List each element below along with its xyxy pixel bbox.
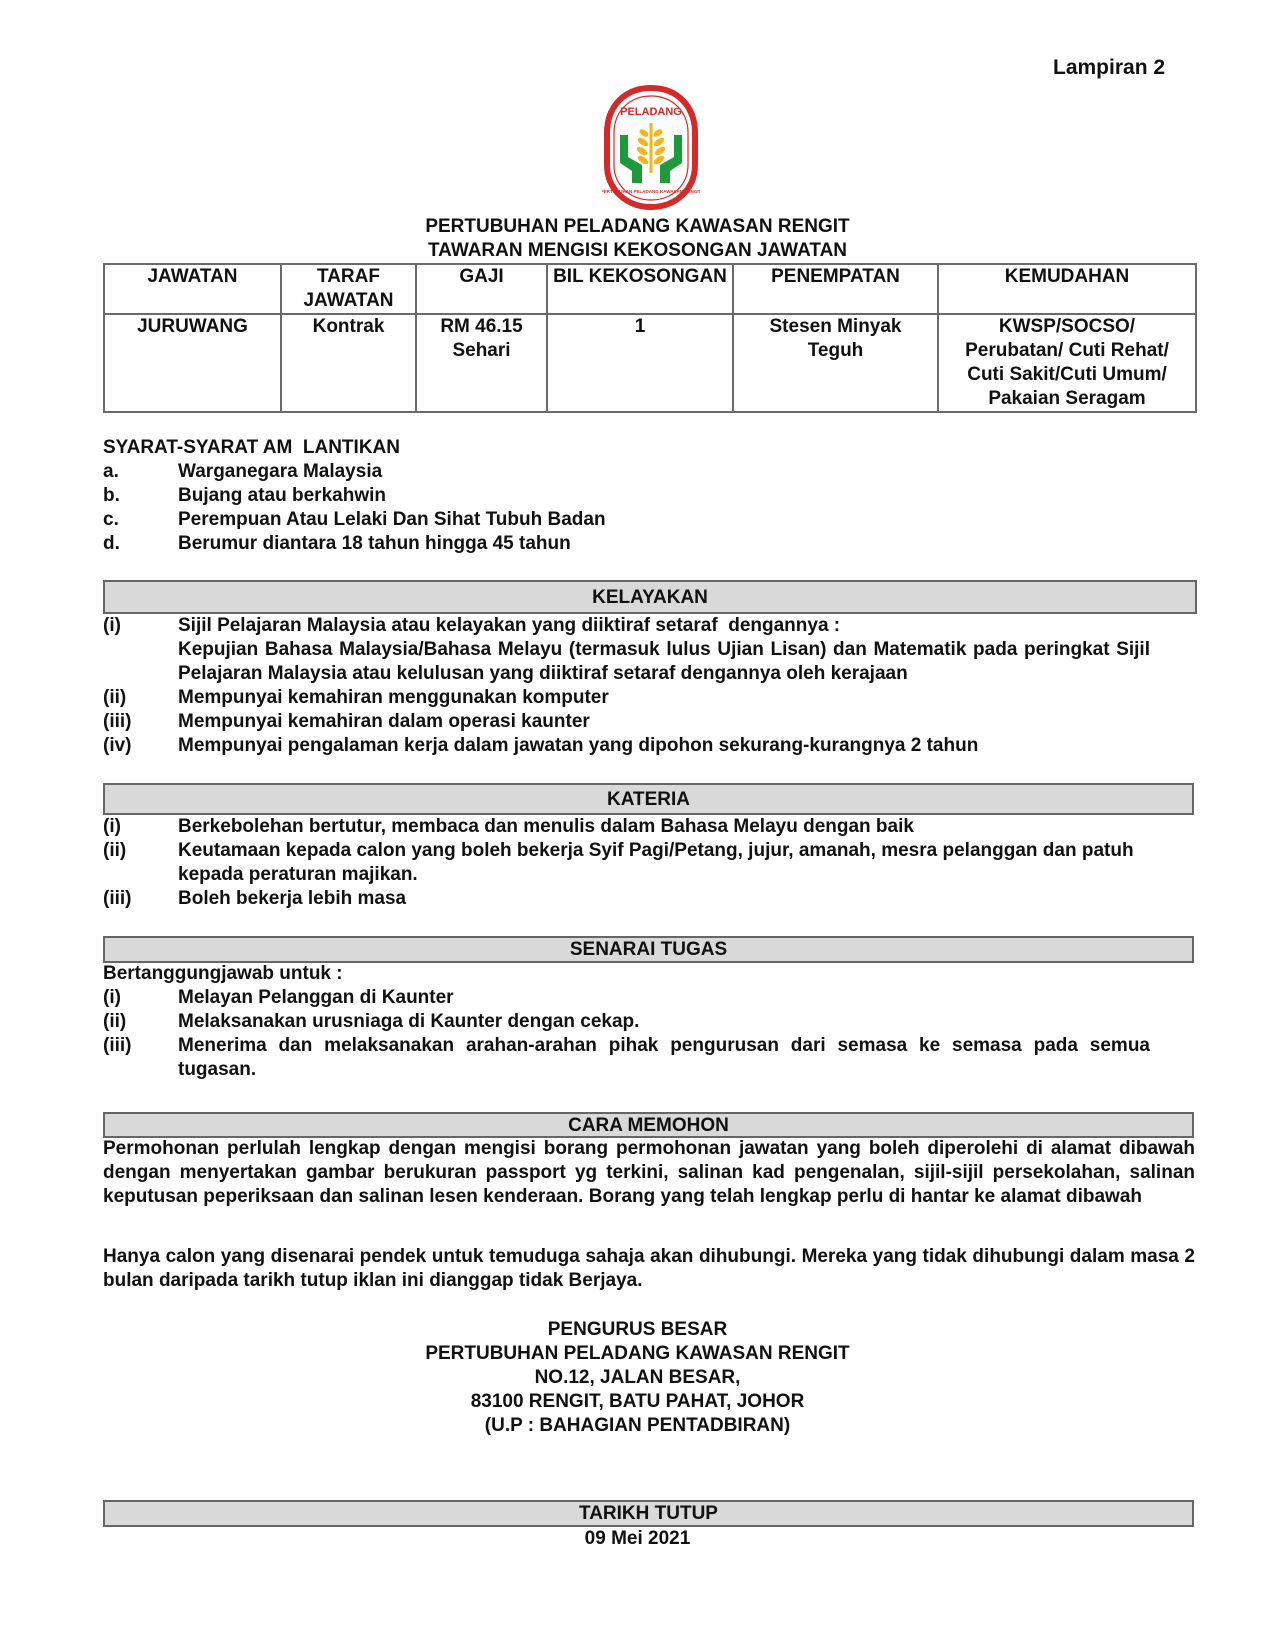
list-item-number: a. (103, 461, 119, 482)
list-item (103, 710, 1198, 734)
organization-name: PERTUBUHAN PELADANG KAWASAN RENGIT (425, 216, 850, 237)
cara-memohon-section-header: CARA MEMOHON (103, 1112, 1194, 1138)
list-item (103, 734, 1198, 758)
column-header-penempatan: PENEMPATAN (733, 264, 938, 314)
list-item-text: Mempunyai pengalaman kerja dalam jawatan yang dipohon sekurang-kurangnya 2 tahun (178, 735, 979, 756)
cara-memohon-body (103, 1137, 1195, 1209)
list-item (103, 1010, 1198, 1034)
list-item-text: Sijil Pelajaran Malaysia atau kelayakan yang diiktiraf setaraf dengannya : (178, 615, 841, 636)
address-line: PENGURUS BESAR (547, 1319, 728, 1340)
tarikh-tutup-section-header: TARIKH TUTUP (103, 1500, 1194, 1527)
kateria-section-header: KATERIA (103, 783, 1194, 815)
list-item (103, 1034, 1198, 1082)
list-item-text: Bujang atau berkahwin (178, 485, 386, 506)
senarai-tugas-list (103, 962, 1198, 1082)
list-item-number: d. (103, 533, 120, 554)
closing-date: 09 Mei 2021 (584, 1528, 691, 1549)
list-item-number: (iii) (103, 888, 132, 909)
list-item-number: (ii) (103, 687, 127, 708)
mailing-address (0, 1318, 1275, 1438)
application-instructions: Permohonan perlulah lengkap dengan mengisi borang permohonan jawatan yang boleh diperolehi di alamat dibawah dengan menyertakan gambar berukuran passport yg terkini, salinan kad pengenalan, sijil-sijil persekolahan, salinan keputusan peperiksaan dan salinan lesen kenderaan. Borang yang telah lengkap perlu di hantar ke alamat dibawah (103, 1138, 1195, 1207)
address-line: NO.12, JALAN BESAR, (534, 1367, 741, 1388)
document-title: TAWARAN MENGISI KEKOSONGAN JAWATAN (427, 240, 848, 261)
column-header-jawatan: JAWATAN (104, 264, 281, 314)
column-header-gaji: GAJI (416, 264, 547, 314)
document-header (0, 215, 1275, 263)
column-header-taraf-jawatan-text: TARAF JAWATAN (303, 266, 394, 311)
list-item (103, 532, 1198, 556)
cell-penempatan-text: Stesen Minyak Teguh (769, 316, 902, 361)
list-item-number: (iii) (103, 1035, 132, 1056)
table-row (104, 314, 1196, 412)
list-item-number: c. (103, 509, 119, 530)
cell-gaji (416, 314, 547, 412)
column-header-taraf-jawatan (281, 264, 416, 314)
list-item-number: (ii) (103, 1011, 127, 1032)
list-item-text: Keutamaan kepada calon yang boleh bekerja Syif Pagi/Petang, jujur, amanah, mesra pelanggan dan patuh kepada peraturan majikan. (178, 840, 1134, 885)
list-item (103, 508, 1198, 532)
list-item-text: Berumur diantara 18 tahun hingga 45 tahun (178, 533, 571, 554)
list-item-text: Melayan Pelanggan di Kaunter (178, 987, 454, 1008)
list-item-number: (i) (103, 816, 121, 837)
list-item-number: b. (103, 485, 120, 506)
list-item (103, 460, 1198, 484)
list-item-number (103, 638, 178, 686)
list-item (103, 484, 1198, 508)
list-item-text: Warganegara Malaysia (178, 461, 383, 482)
list-item-text: Mempunyai kemahiran dalam operasi kaunter (178, 711, 590, 732)
column-header-bil-kekosongan-text: BIL KEKOSONGAN (553, 266, 727, 287)
list-item-number: (i) (103, 987, 121, 1008)
cell-taraf: Kontrak (281, 314, 416, 412)
list-item-number: (iv) (103, 735, 132, 756)
kelayakan-list (103, 614, 1198, 758)
list-item (103, 887, 1198, 911)
list-item-text: Kepujian Bahasa Malaysia/Bahasa Melayu (termasuk lulus Ujian Lisan) dan Matematik pada peringkat Sijil Pelajaran Malaysia atau kelulusan yang diiktiraf setaraf dengannya oleh kerajaan (178, 639, 1150, 684)
list-item-text: Menerima dan melaksanakan arahan-arahan pihak pengurusan dari semasa ke semasa pada semua tugasan. (178, 1035, 1150, 1080)
list-item-text: Berkebolehan bertutur, membaca dan menulis dalam Bahasa Melayu dengan baik (178, 816, 914, 837)
senarai-tugas-section-header: SENARAI TUGAS (103, 936, 1194, 963)
address-line: 83100 RENGIT, BATU PAHAT, JOHOR (470, 1391, 805, 1412)
annex-label: Lampiran 2 (1053, 56, 1166, 79)
address-line: (U.P : BAHAGIAN PENTADBIRAN) (484, 1415, 791, 1436)
list-item-number: (ii) (103, 840, 127, 861)
general-requirements-section (103, 436, 1198, 556)
kateria-list (103, 815, 1198, 911)
list-item-text: Melaksanakan urusniaga di Kaunter dengan cekap. (178, 1011, 640, 1032)
list-item-text: Boleh bekerja lebih masa (178, 888, 407, 909)
list-item (103, 614, 1198, 638)
logo-top-text: PELADANG (620, 106, 682, 118)
cell-gaji-text: RM 46.15 Sehari (440, 316, 523, 361)
cell-kemudahan-text: KWSP/SOCSO/ Perubatan/ Cuti Rehat/ Cuti Sakit/Cuti Umum/ Pakaian Seragam (965, 316, 1169, 409)
cell-penempatan (733, 314, 938, 412)
list-item (103, 686, 1198, 710)
peladang-logo-icon (602, 85, 700, 211)
shortlist-note-block (103, 1245, 1195, 1293)
senarai-tugas-intro: Bertanggungjawab untuk : (103, 963, 343, 984)
general-requirements-title: SYARAT-SYARAT AM LANTIKAN (103, 437, 400, 458)
list-item-number: (iii) (103, 711, 132, 732)
list-item (103, 638, 1198, 686)
list-item-text: Mempunyai kemahiran menggunakan komputer (178, 687, 609, 708)
vacancy-table (103, 263, 1197, 413)
table-header-row (104, 264, 1196, 314)
cell-jawatan: JURUWANG (104, 314, 281, 412)
cell-bil: 1 (547, 314, 733, 412)
shortlist-note: Hanya calon yang disenarai pendek untuk temuduga sahaja akan dihubungi. Mereka yang tidak dihubungi dalam masa 2 bulan daripada tarikh tutup iklan ini dianggap tidak Berjaya. (103, 1246, 1195, 1291)
list-item-number: (i) (103, 615, 121, 636)
address-line: PERTUBUHAN PELADANG KAWASAN RENGIT (425, 1343, 850, 1364)
cell-kemudahan (938, 314, 1196, 412)
logo-ring-text: PERTUBUHAN PELADANG KAWASAN RENGIT (602, 189, 700, 194)
list-item (103, 815, 1198, 839)
list-item-text: Perempuan Atau Lelaki Dan Sihat Tubuh Badan (178, 509, 606, 530)
column-header-kemudahan: KEMUDAHAN (938, 264, 1196, 314)
list-item (103, 839, 1198, 887)
list-item (103, 986, 1198, 1010)
column-header-bil-kekosongan (547, 264, 733, 314)
kelayakan-section-header: KELAYAKAN (103, 580, 1197, 614)
